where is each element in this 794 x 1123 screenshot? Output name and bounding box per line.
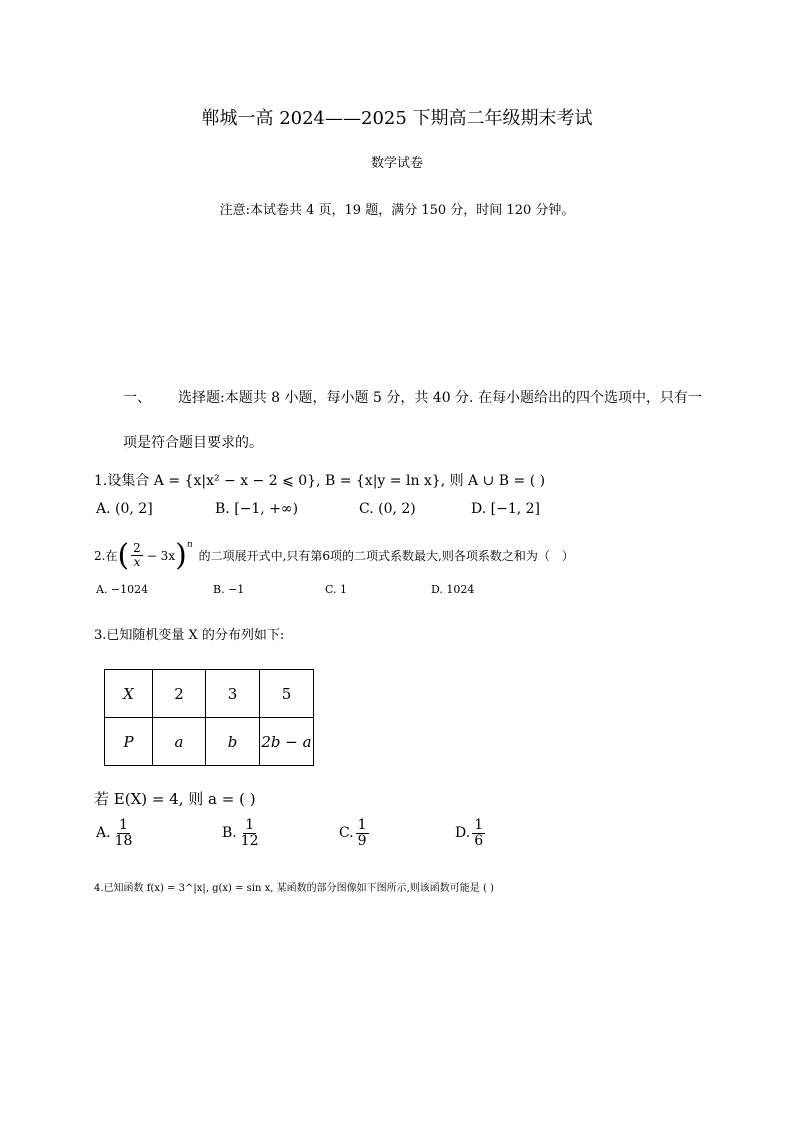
option-fraction — [472, 818, 485, 848]
option-fraction — [239, 818, 261, 848]
question-1-option-a: A. (0, 2] — [96, 501, 153, 517]
fraction-den: 6 — [474, 832, 484, 849]
exam-subtitle: 数学试卷 — [370, 156, 423, 171]
section-instructions-line1: 选择题:本题共 8 小题，每小题 5 分，共 40 分. 在每小题给出的四个选项中，只有一 — [178, 390, 702, 406]
question-2-option-a: A. −1024 — [96, 583, 149, 596]
left-paren: ( — [117, 538, 130, 573]
question-2-option-c: C. 1 — [325, 583, 348, 596]
table-row — [105, 718, 314, 766]
table-cell: X — [105, 670, 153, 718]
table-cell: P — [105, 718, 153, 766]
fraction-den: 18 — [114, 832, 133, 849]
fraction-num: 1 — [119, 817, 128, 833]
question-3-option-c — [339, 818, 369, 848]
table-cell: 2b − a — [260, 718, 314, 766]
question-3-stem: 3.已知随机变量 X 的分布列如下: — [94, 628, 285, 643]
question-4-stem: 4.已知函数 f(x) = 3^|x|, g(x) = sin x, 某函数的部分图像如下图所示,则该函数可能是 ( ) — [94, 883, 494, 894]
fraction-num: 1 — [474, 817, 484, 833]
table-cell: 3 — [206, 670, 260, 718]
option-label: A. — [96, 825, 111, 842]
table-cell: a — [153, 718, 206, 766]
right-paren: ) — [175, 538, 187, 573]
exam-title: 郸城一高 2024——2025 下期高二年级期末考试 — [201, 108, 593, 129]
section-number: 一、 — [123, 390, 151, 406]
question-2-fraction — [131, 542, 143, 568]
question-2-fraction-den: x — [133, 555, 141, 569]
table-cell: b — [206, 718, 260, 766]
question-2-term: − 3x — [146, 548, 176, 563]
option-label: D. — [455, 825, 471, 842]
question-3-option-a — [96, 818, 134, 848]
table-cell: 2 — [153, 670, 206, 718]
question-2-option-d: D. 1024 — [431, 583, 475, 596]
question-3-condition: 若 E(X) = 4, 则 a = ( ) — [94, 790, 256, 808]
option-label: B. — [222, 825, 237, 842]
section-instructions-line2: 项是符合题目要求的。 — [123, 435, 263, 451]
fraction-den: 12 — [240, 832, 259, 849]
fraction-den: 9 — [357, 832, 367, 849]
table-cell: 5 — [260, 670, 314, 718]
fraction-num: 1 — [357, 817, 367, 833]
question-1-option-c: C. (0, 2) — [359, 501, 416, 517]
distribution-table — [104, 669, 314, 766]
option-fraction — [356, 818, 369, 848]
question-3-option-b — [222, 818, 261, 848]
question-1-option-b: B. [−1, +∞) — [215, 501, 299, 517]
question-2-stem — [94, 538, 574, 573]
question-2-option-b: B. −1 — [213, 583, 245, 596]
question-2-prefix: 2.在 — [94, 549, 118, 563]
table-row — [105, 670, 314, 718]
question-1-option-d: D. [−1, 2] — [471, 501, 540, 517]
exam-notice: 注意:本试卷共 4 页，19 题，满分 150 分，时间 120 分钟。 — [219, 203, 575, 218]
option-label: C. — [339, 825, 354, 842]
question-2-stem-rest: 的二项展开式中,只有第6项的二项式系数最大,则各项系数之和为（ ） — [198, 549, 574, 563]
question-1-stem: 1.设集合 A = {x|x² − x − 2 ⩽ 0}, B = {x|y = ln x}, 则 A ∪ B = ( ) — [94, 473, 546, 489]
question-3-option-d — [455, 818, 485, 848]
question-2-exponent: n — [186, 540, 193, 550]
fraction-num: 1 — [245, 817, 255, 833]
option-fraction — [113, 818, 135, 848]
question-2-fraction-num: 2 — [133, 541, 141, 556]
